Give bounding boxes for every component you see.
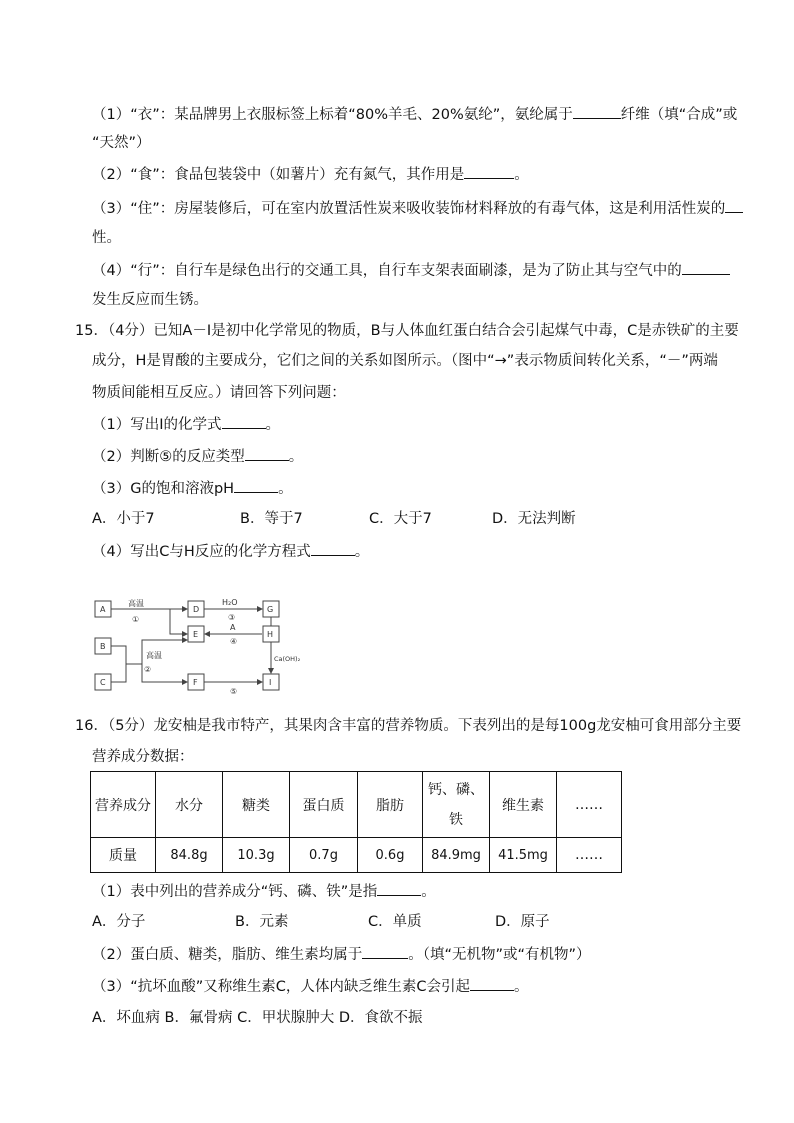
q16-option-c[interactable]: C．单质 [368,914,422,930]
node-h-label: H [267,630,274,639]
edge-a-d-num: ① [132,615,140,624]
value-cell: 84.8g [156,838,223,873]
q15-stem-3: 物质间能相互反应。）请回答下列问题： [92,385,346,401]
value-cell: 0.7g [290,838,358,873]
q15-sub-4 [92,541,369,562]
q16-sub-3 [92,976,529,997]
header-minerals-line1: 钙、磷、 [428,781,484,798]
q16-stem-2: 营养成分数据： [92,749,194,765]
edge-h-e-num: ④ [230,637,238,646]
q16-period-3: 。 [514,979,529,995]
node-b-label: B [100,642,106,651]
header-cell: …… [557,772,622,838]
edge-bc-join [111,646,126,682]
header-cell: 维生素 [490,772,557,838]
q14-line-1 [92,104,737,125]
edge-h-i-label: Ca(OH)₂ [274,655,301,663]
header-cell: 蛋白质 [290,772,358,838]
value-cell: 84.9mg [423,838,490,873]
node-c-label: C [100,678,106,687]
table-row [91,838,622,873]
q14-line-3c: 性。 [92,230,121,246]
header-cell: 水分 [156,772,223,838]
q16-options-1 [92,912,692,932]
q16-sub-2-text: （2）蛋白质、糖类，脂肪、维生素均属于 [92,947,363,963]
node-a-label: A [100,605,106,614]
value-cell: 10.3g [223,838,290,873]
header-cell: 营养成分 [91,772,156,838]
q15-sub-1 [92,414,280,435]
q15-period-3: 。 [278,481,293,497]
q15-sub-3 [92,478,293,499]
edge-h-e-label: A [230,623,236,632]
header-cell: 糖类 [223,772,290,838]
table-header-row [91,772,622,838]
q14-line-2 [92,164,529,185]
q15-options [92,509,692,529]
q16-stem-1: 16．（5分）龙安柚是我市特产，其果肉含丰富的营养物质。下表列出的是每100g龙安柚可食用部分主要 [75,718,742,734]
q14-line-4c: 发生反应而生锈。 [92,292,208,308]
q15-stem-1: 15．（4分）已知A－I是初中化学常见的物质，B与人体血红蛋白结合会引起煤气中毒，C是赤铁矿的主要 [75,323,739,339]
header-cell: 脂肪 [358,772,423,838]
q14-line-1c: “天然”） [92,135,151,151]
q14-part3-text: （3）“住”：房屋装修后，可在室内放置活性炭来吸收装饰材料释放的有毒气体，这是利用活性炭的 [92,201,726,217]
q14-blank-4[interactable] [682,260,730,275]
q15-period-1: 。 [265,417,281,433]
edge-a-e [170,609,187,634]
q15-period-2: 。 [288,449,304,465]
q14-line-3 [92,198,743,219]
q15-option-b[interactable]: B．等于7 [240,511,303,527]
q16-blank-3[interactable] [470,976,514,991]
q16-period-1: 。 [421,884,436,900]
q15-option-c[interactable]: C．大于7 [369,511,432,527]
edge-f-i-num: ⑤ [230,687,238,696]
q16-blank-2[interactable] [362,944,408,959]
edge-a-d-label: 高温 [128,599,144,608]
q15-blank-2[interactable] [245,446,289,461]
q14-part1-text: （1）“衣”：某品牌男上衣服标签上标着“80%羊毛、20%氨纶”，氨纶属于 [92,107,573,123]
q14-part4-text: （4）“行”：自行车是绿色出行的交通工具，自行车支架表面刷漆，是为了防止其与空气中的 [92,263,682,279]
value-cell: 41.5mg [490,838,557,873]
q15-sub-2-text: （2）判断⑤的反应类型 [92,449,245,465]
q15-sub-1-text: （1）写出I的化学式 [92,417,222,433]
q15-period-4: 。 [354,544,370,560]
q15-sub-4-text: （4）写出C与H反应的化学方程式 [92,544,311,560]
row-label: 质量 [91,838,156,873]
q14-part2-text: （2）“食”：食品包装袋中（如薯片）充有氮气，其作用是 [92,167,465,183]
header-minerals-line2: 铁 [449,811,463,828]
value-cell: …… [557,838,622,873]
q16-option-b[interactable]: B．元素 [235,914,289,930]
q15-sub-3-text: （3）G的饱和溶液pH [92,481,235,497]
q16-option-d[interactable]: D．原子 [495,914,550,930]
q16-sub-2 [92,944,591,965]
node-i-label: I [269,678,272,687]
value-cell: 0.6g [358,838,423,873]
q15-option-a[interactable]: A．小于7 [92,511,155,527]
q16-sub-1 [92,881,436,902]
q14-blank-1[interactable] [573,104,621,119]
nutrition-table [90,771,622,873]
q14-period: 。 [514,167,529,183]
q15-blank-3[interactable] [234,478,278,493]
q16-sub-2-text-b: 。（填“无机物”或“有机物”） [408,947,591,963]
q15-option-d[interactable]: D．无法判断 [492,511,576,527]
q15-blank-4[interactable] [311,541,355,556]
q14-line-4 [92,260,730,281]
q16-sub-3-text: （3）“抗坏血酸”又称维生素C，人体内缺乏维生素C会引起 [92,979,470,995]
edge-bc-num: ② [144,665,152,674]
q16-sub-1-text: （1）表中列出的营养成分“钙、磷、铁”是指 [92,884,378,900]
node-g-label: G [267,605,274,614]
q15-blank-1[interactable] [222,414,266,429]
q16-option-a[interactable]: A．分子 [92,914,146,930]
edge-d-g-label: H₂O [222,598,238,607]
header-cell-minerals [423,772,490,838]
q14-part1-text-b: 纤维（填“合成”或 [620,107,738,123]
node-f-label: F [193,678,198,687]
node-d-label: D [193,605,200,614]
reaction-diagram [90,598,310,698]
node-e-label: E [193,630,199,639]
q16-blank-1[interactable] [377,881,421,896]
edge-bc-label: 高温 [146,651,162,660]
q14-blank-3[interactable] [725,198,743,213]
q16-options-2[interactable]: A．坏血病 B．氟骨病 C．甲状腺肿大 D．食欲不振 [92,1010,423,1026]
q15-sub-2 [92,446,303,467]
edge-d-g-num: ③ [228,613,236,622]
q15-stem-2: 成分，H是胃酸的主要成分，它们之间的关系如图所示。（图中“→”表示物质间转化关系，“－”两端 [92,353,718,369]
q14-blank-2[interactable] [464,164,514,179]
